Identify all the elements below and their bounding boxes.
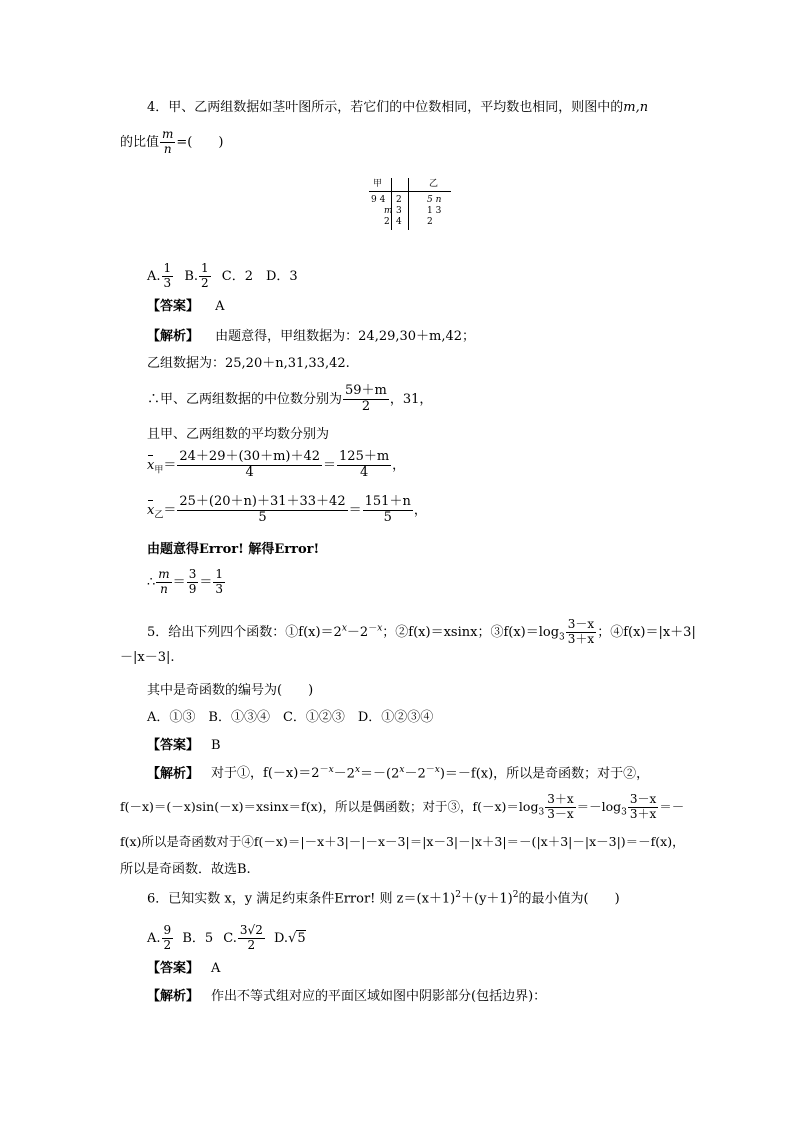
q4-answer-label: 【答案】	[147, 299, 200, 314]
q4-mean1-frac2: $\frac{125+m}{4}$	[339, 449, 390, 480]
q4-stem-vars: m,n	[623, 100, 649, 115]
q6-answer: 【答案】 A	[147, 961, 221, 976]
q4-stem-line1	[147, 101, 648, 114]
q4-analysis-5: 由题意得Error! 解得Error!	[147, 542, 320, 557]
q5-analysis-1: 【解析】 对于①，$f(-x)=2^{-x}-2^x=-(2^x-2^{-x})=-f(x)$，所以是奇函数；对于②，	[147, 765, 650, 782]
q4-mean1-frac: $\frac{24+29+(30+m)+42}{4}$	[179, 449, 321, 480]
q5-analysis-4: 所以是奇函数．故选B.	[120, 862, 251, 877]
stemleaf-right-row3: 2	[427, 217, 433, 227]
stemleaf-stem-row3: 4	[396, 217, 402, 227]
q6-opt-a-frac: $\frac{9}{2}$	[163, 923, 172, 952]
q6-analysis-1: 【解析】 作出不等式组对应的平面区域如图中阴影部分(包括边界)：	[147, 989, 547, 1004]
stemleaf-header-right: 乙	[429, 179, 439, 189]
q6-opt-c-frac: $\frac{3√2}{2}$	[239, 923, 263, 952]
q4-analysis-3: ∴甲、乙两组数据的中位数分别为 $\frac{59+m}{2}$ ，31，	[147, 383, 433, 414]
stemleaf-header-left: 甲	[373, 179, 383, 189]
q4-analysis-2: 乙组数据为：25,20＋n,31,33,42.	[147, 356, 350, 371]
q4-mean1: $x_甲=$ $\frac{24+29+(30+m)+42}{4}$ ＝ $\frac{125+m}{4}$ ，	[147, 449, 406, 480]
q5-analysis-2: f(－x)＝(－x)sin(－x)＝xsinx＝f(x)，所以是偶函数；对于③，$f(-x)=\log_3$ $\frac{3+x}{3-x}$ $=-\log_3$ $\frac{3-x}{3+x}$ ＝－	[120, 792, 685, 821]
q6-stem: 6．已知实数 x，y 满足约束条件Error! 则 $z=(x+1)^2+(y+1)^2$的最小值为( )	[147, 890, 620, 907]
q6-options: A. $\frac{9}{2}$ B．5 C. $\frac{3√2}{2}$ D.√5	[147, 923, 306, 952]
q4-mean2-frac2: $\frac{151+n}{5}$	[364, 494, 411, 525]
stemleaf-left-row2: m	[384, 206, 393, 216]
q4-opt-b-frac: $\frac{1}{2}$	[201, 261, 209, 290]
q5-answer: 【答案】 B	[147, 738, 221, 753]
q4-opt-a-frac: $\frac{1}{3}$	[163, 261, 172, 290]
q5-stem-line2: －|x－3|.	[120, 650, 175, 665]
stemleaf-left-row1: 9 4	[371, 195, 386, 205]
q4-final: ∴ $\frac{m}{n}$ ＝ $\frac{3}{9}$ ＝ $\frac{1}{3}$	[147, 567, 223, 596]
q4-mean2-frac: $\frac{25+(20+n)+31+33+42}{5}$	[179, 494, 346, 525]
q4-ratio-frac: $\frac{m}{n}$	[162, 127, 174, 156]
q4-stem2: 的比值	[120, 134, 160, 150]
q6-opt-d-sqrt: √5	[288, 930, 306, 946]
stemleaf-right-row1: 5 n	[427, 195, 442, 205]
q4-analysis-1: 【解析】 由题意得，甲组数据为：24,29,30＋m,42；	[147, 329, 476, 344]
q4-stem2-tail: =( )	[176, 134, 224, 150]
q4-analysis-4: 且甲、乙两组数的平均数分别为	[147, 427, 330, 442]
q4-answer-value: A	[215, 299, 225, 314]
q4-options: A. $\frac{1}{3}$ B. $\frac{1}{2}$ C．2 D．3	[147, 261, 298, 290]
stemleaf-right-row2: 1 3	[427, 206, 442, 216]
q4-analysis-label: 【解析】	[147, 329, 200, 344]
q5-analysis-3: f(x)所以是奇函数对于④f(－x)＝|－x＋3|－|－x－3|＝|x－3|－|x＋3|＝－(|x＋3|－|x－3|)＝－f(x)，	[120, 834, 685, 849]
q5-options: A．①③ B．①③④ C．①②③ D．①②③④	[147, 710, 434, 725]
q4-mean2: $x_乙=$ $\frac{25+(20+n)+31+33+42}{5}$ ＝ $\frac{151+n}{5}$ ，	[147, 494, 427, 525]
q4-stem: 4．甲、乙两组数据如茎叶图所示，若它们的中位数相同，平均数也相同，则图中的	[147, 100, 624, 115]
stemleaf-left-row3: 2	[384, 217, 390, 227]
q4-opt-rest: C．2 D．3	[221, 268, 298, 284]
stem-leaf-plot	[369, 178, 451, 230]
q4-stem-line2	[120, 128, 223, 157]
q4-answer	[147, 300, 225, 313]
stemleaf-stem-row2: 3	[396, 206, 402, 216]
q5-stem-line1: 5．给出下列四个函数：$①f(x)=2^x-2^{-x}$；②f(x)＝xsinx；$③f(x)=\log_3$ $\frac{3-x}{3+x}$ ；④f(x)＝|x＋3|	[147, 617, 696, 646]
q4-median-frac: $\frac{59+m}{2}$	[345, 383, 387, 414]
q5-log-frac: $\frac{3-x}{3+x}$	[567, 617, 595, 646]
stemleaf-stem-row1: 2	[396, 195, 402, 205]
q5-question: 其中是奇函数的编号为( )	[147, 683, 314, 698]
